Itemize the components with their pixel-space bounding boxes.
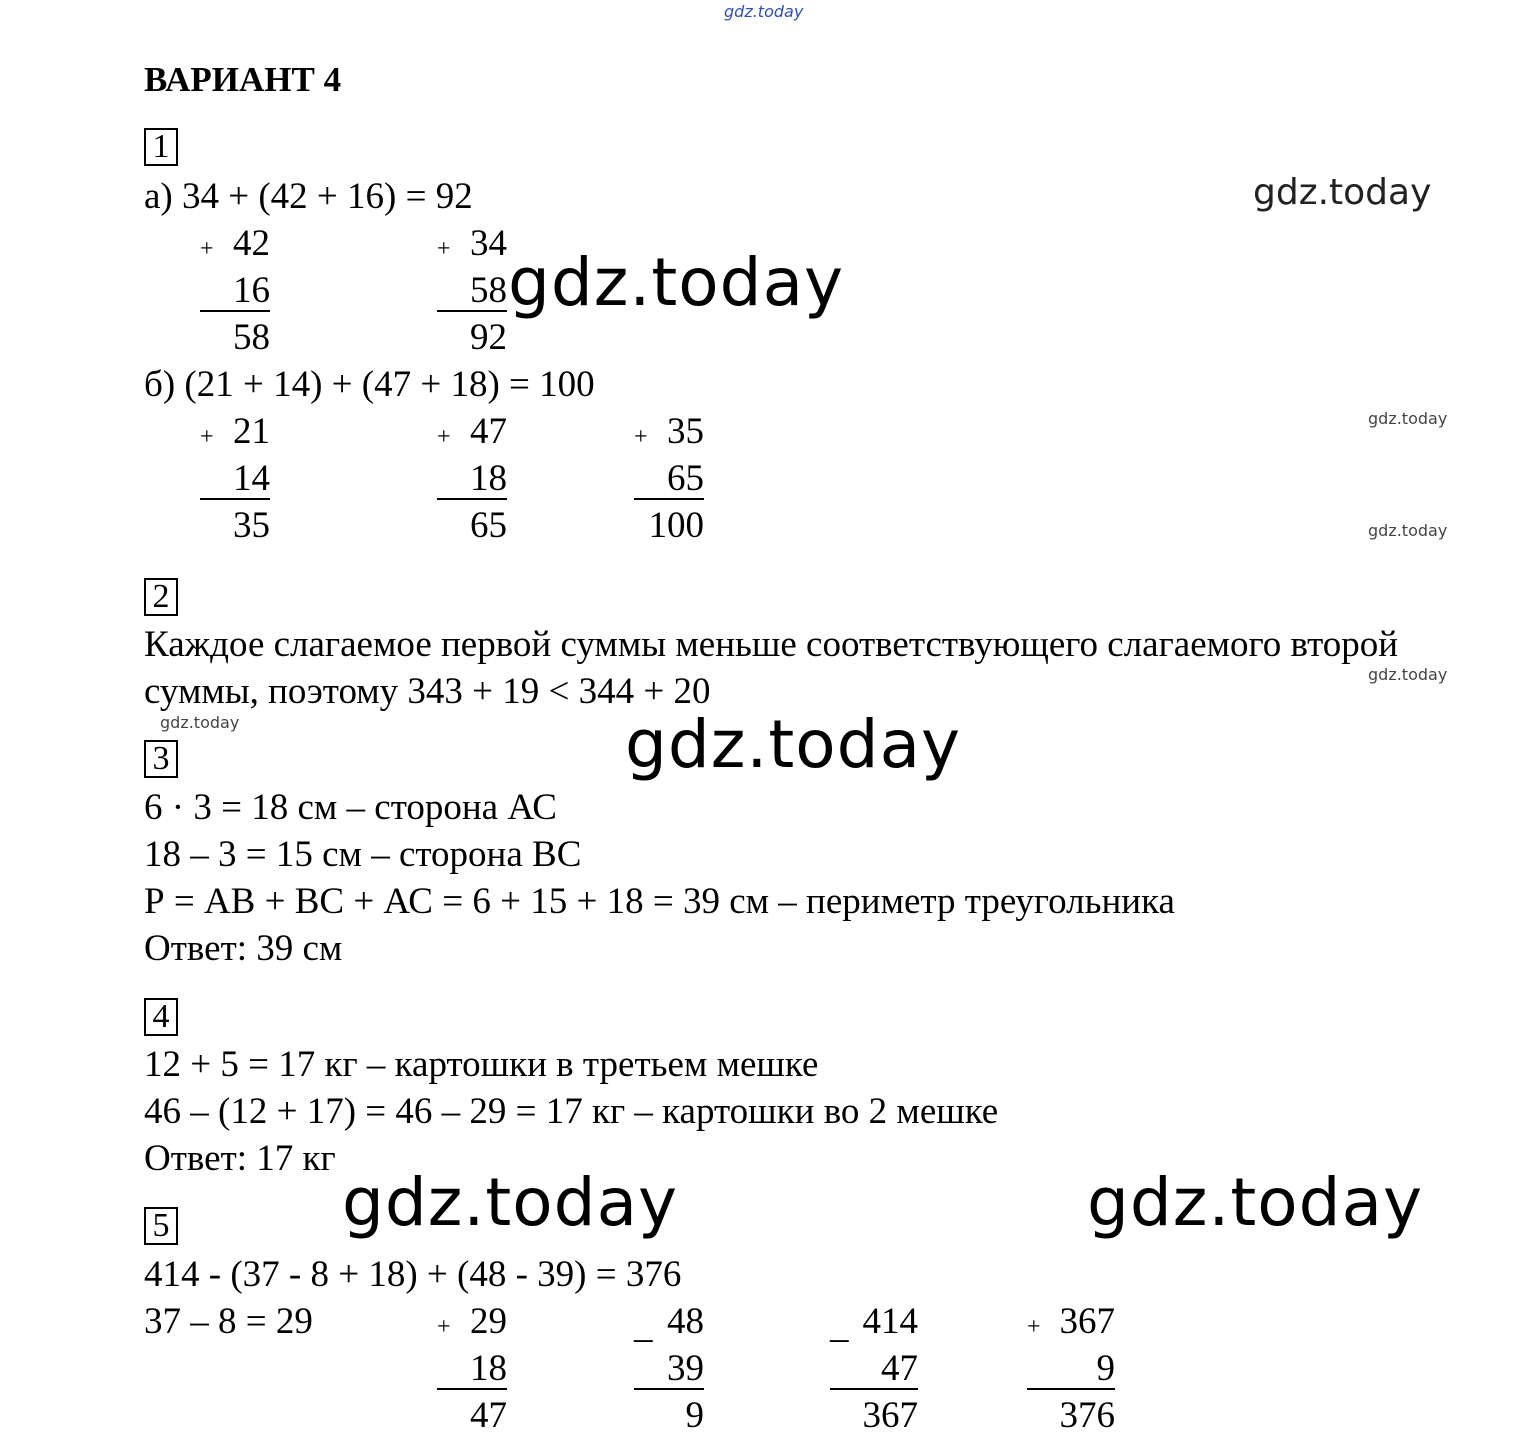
operand: 65 xyxy=(667,458,704,499)
operator: + xyxy=(437,236,451,262)
operand: 47 xyxy=(881,1348,918,1389)
result: 35 xyxy=(233,505,270,546)
operator: + xyxy=(1027,1314,1041,1340)
result: 47 xyxy=(470,1395,507,1436)
result: 367 xyxy=(862,1395,918,1436)
column-subtraction xyxy=(830,1298,918,1439)
operator: + xyxy=(200,424,214,450)
operand: 14 xyxy=(233,458,270,499)
task-number-1: 1 xyxy=(144,128,178,166)
task3-line-2: 18 – 3 = 15 см – сторона ВС xyxy=(144,834,582,875)
result: 9 xyxy=(685,1395,704,1436)
result: 92 xyxy=(470,317,507,358)
divider xyxy=(437,310,507,312)
operand: 48 xyxy=(667,1301,704,1342)
operand: 42 xyxy=(233,223,270,264)
task2-line-1: Каждое слагаемое первой суммы меньше соответствующего слагаемого второй xyxy=(144,624,1399,665)
operand: 21 xyxy=(233,411,270,452)
column-addition xyxy=(437,408,507,549)
watermark: gdz.today xyxy=(160,713,240,732)
watermark: gdz.today xyxy=(1253,172,1432,213)
watermark-top: gdz.today xyxy=(724,2,804,21)
column-addition xyxy=(200,408,270,549)
result: 65 xyxy=(470,505,507,546)
watermark: gdz.today xyxy=(1368,409,1448,428)
task4-answer: Ответ: 17 кг xyxy=(144,1138,336,1179)
page-title: ВАРИАНТ 4 xyxy=(144,60,342,99)
column-subtraction xyxy=(634,1298,704,1439)
operand: 18 xyxy=(470,1348,507,1389)
operator: + xyxy=(437,1314,451,1340)
task1-line-b: б) (21 + 14) + (47 + 18) = 100 xyxy=(144,364,595,405)
task5-line-1: 414 - (37 - 8 + 18) + (48 - 39) = 376 xyxy=(144,1254,682,1295)
column-addition xyxy=(200,220,270,361)
task4-line-2: 46 – (12 + 17) = 46 – 29 = 17 кг – картошки во 2 мешке xyxy=(144,1091,999,1132)
operand: 58 xyxy=(470,270,507,311)
operand: 9 xyxy=(1096,1348,1115,1389)
operator: + xyxy=(634,424,648,450)
divider xyxy=(634,1388,704,1390)
watermark: gdz.today xyxy=(1087,1164,1424,1241)
operand: 39 xyxy=(667,1348,704,1389)
result: 376 xyxy=(1059,1395,1115,1436)
task-number-5: 5 xyxy=(144,1207,178,1245)
watermark: gdz.today xyxy=(508,244,845,321)
column-addition xyxy=(437,1298,507,1439)
operand: 47 xyxy=(470,411,507,452)
divider xyxy=(200,498,270,500)
divider xyxy=(437,498,507,500)
operator: + xyxy=(437,424,451,450)
result: 100 xyxy=(648,505,704,546)
watermark: gdz.today xyxy=(1368,665,1448,684)
divider xyxy=(634,498,704,500)
task1-line-a: а) 34 + (42 + 16) = 92 xyxy=(144,176,473,217)
divider xyxy=(1027,1388,1115,1390)
column-addition xyxy=(437,220,507,361)
operator: _ xyxy=(830,1305,849,1346)
task2-line-2: суммы, поэтому 343 + 19 < 344 + 20 xyxy=(144,671,711,712)
operand: 29 xyxy=(470,1301,507,1342)
operand: 35 xyxy=(667,411,704,452)
task5-line-2: 37 – 8 = 29 xyxy=(144,1301,313,1342)
operator: _ xyxy=(634,1305,653,1346)
operand: 16 xyxy=(233,270,270,311)
operator: + xyxy=(200,236,214,262)
task3-line-3: Р = АВ + ВС + АС = 6 + 15 + 18 = 39 см – периметр треугольника xyxy=(144,881,1175,922)
divider xyxy=(437,1388,507,1390)
operand: 367 xyxy=(1059,1301,1115,1342)
task4-line-1: 12 + 5 = 17 кг – картошки в третьем мешке xyxy=(144,1044,819,1085)
task-number-2: 2 xyxy=(144,578,178,616)
operand: 18 xyxy=(470,458,507,499)
watermark: gdz.today xyxy=(1368,521,1448,540)
task3-line-1: 6 · 3 = 18 см – сторона АС xyxy=(144,787,557,828)
column-addition xyxy=(1027,1298,1115,1439)
result: 58 xyxy=(233,317,270,358)
watermark: gdz.today xyxy=(625,706,962,783)
operand: 34 xyxy=(470,223,507,264)
task-number-3: 3 xyxy=(144,740,178,778)
task-number-4: 4 xyxy=(144,998,178,1036)
divider xyxy=(830,1388,918,1390)
column-addition xyxy=(634,408,704,549)
operand: 414 xyxy=(862,1301,918,1342)
watermark: gdz.today xyxy=(342,1164,679,1241)
task3-answer: Ответ: 39 см xyxy=(144,928,343,969)
divider xyxy=(200,310,270,312)
